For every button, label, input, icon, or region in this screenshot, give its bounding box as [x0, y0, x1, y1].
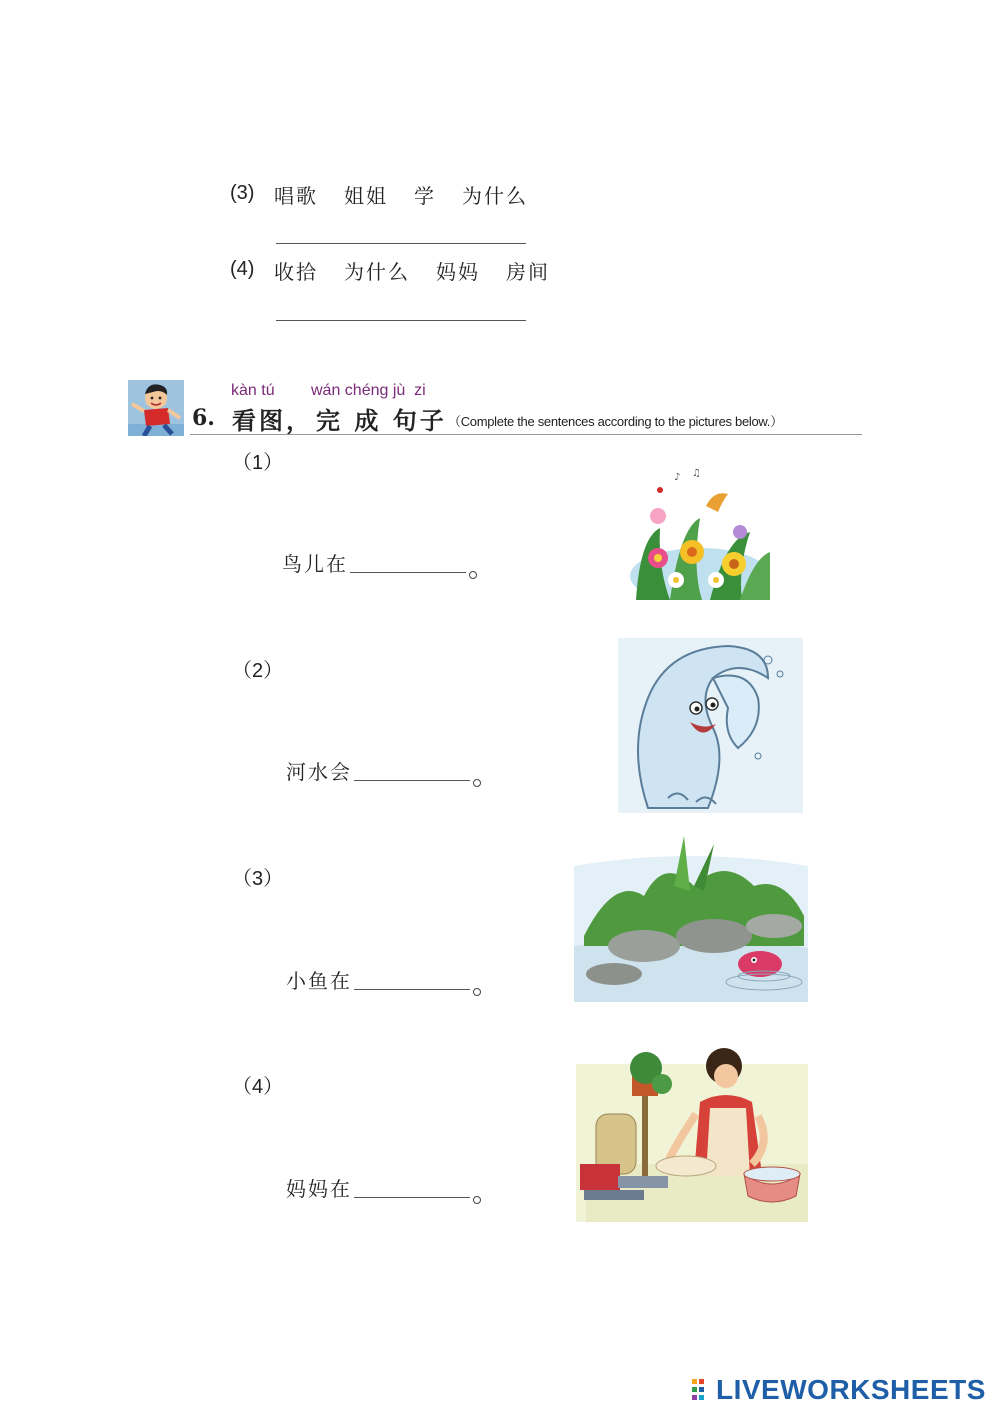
question-3-period — [473, 988, 481, 996]
word: 为什么 — [462, 184, 528, 208]
question-3-number: （3） — [232, 868, 284, 890]
pinyin-kan-tu: kàn tú — [231, 382, 275, 399]
question-3-sentence — [286, 965, 481, 996]
word: 唱歌 — [274, 184, 318, 208]
item-4-answer-line[interactable] — [276, 320, 526, 321]
item-3-answer-line[interactable] — [276, 243, 526, 244]
section-title-part1: 看图， — [232, 406, 313, 435]
fish-in-pond-picture — [574, 836, 808, 1002]
section-instruction: （Complete the sentences according to the pictures below.） — [448, 414, 783, 429]
word: 收拾 — [274, 260, 318, 284]
question-2-answer-blank[interactable] — [354, 780, 470, 781]
question-2-prompt: 河水会 — [286, 760, 352, 784]
question-4-number: （4） — [232, 1076, 284, 1098]
liveworksheets-logo-icon — [692, 1379, 712, 1401]
question-3-answer-blank[interactable] — [354, 989, 470, 990]
word: 妈妈 — [436, 260, 480, 284]
singing-water-wave-picture — [618, 638, 803, 813]
mother-making-dough-picture — [576, 1044, 818, 1222]
question-3-prompt: 小鱼在 — [286, 969, 352, 993]
word: 姐姐 — [344, 184, 388, 208]
question-4-answer-blank[interactable] — [354, 1197, 470, 1198]
question-1-prompt: 鸟儿在 — [282, 552, 348, 576]
question-2-sentence — [286, 756, 481, 787]
question-4-sentence — [286, 1173, 481, 1204]
question-2-period — [473, 779, 481, 787]
pinyin-wan-cheng-ju-zi: wán chéng jù zi — [311, 382, 426, 399]
svg-text:♪: ♪ — [674, 472, 681, 483]
item-3-words — [274, 180, 554, 209]
item-4-words — [274, 256, 576, 285]
word: 房间 — [506, 260, 550, 284]
question-1-answer-blank[interactable] — [350, 572, 466, 573]
item-3-number: (3) — [230, 182, 255, 204]
section-divider — [190, 434, 862, 435]
section-number: 6. — [192, 405, 215, 431]
question-2-number: （2） — [232, 660, 284, 682]
question-1-sentence — [282, 548, 477, 579]
boy-mascot-icon — [128, 380, 184, 436]
question-4-period — [473, 1196, 481, 1204]
item-4-number: (4) — [230, 258, 255, 280]
birds-and-flowers-picture — [630, 468, 770, 600]
question-1-number: （1） — [232, 452, 284, 474]
question-1-period — [469, 571, 477, 579]
word: 学 — [414, 184, 436, 208]
section-title-part2: 完 成 句子 — [316, 406, 447, 435]
footer-brand: LIVEWORKSHEETS — [716, 1374, 986, 1405]
word: 为什么 — [344, 260, 410, 284]
question-4-prompt: 妈妈在 — [286, 1177, 352, 1201]
svg-text:♫: ♫ — [692, 468, 701, 479]
